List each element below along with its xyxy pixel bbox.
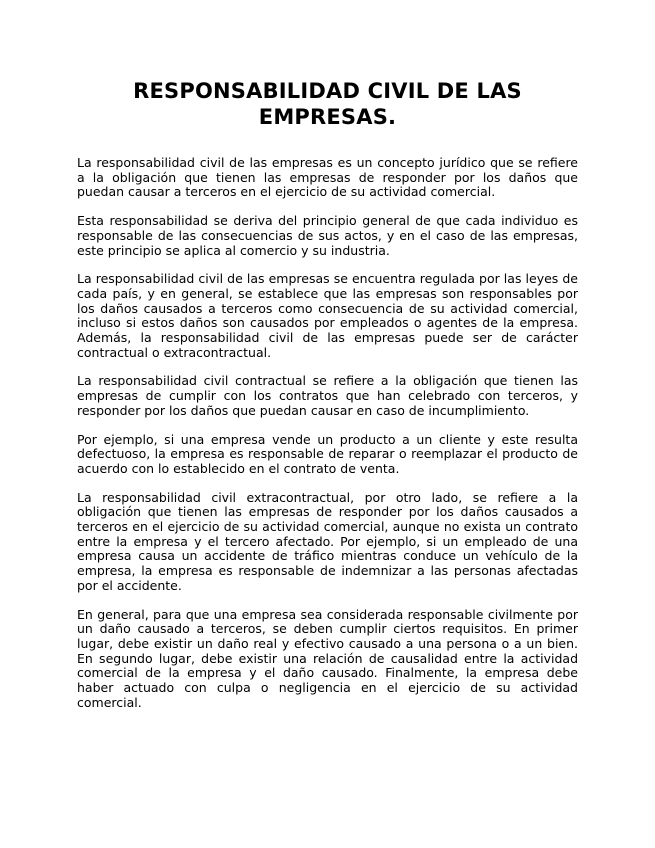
paragraph-principle: Esta responsabilidad se deriva del principio general de que cada individuo es responsable de las consecuencias de sus actos, y en el caso de las empresas, este principio se aplica al comercio y su industria. [77, 213, 578, 258]
paragraph-contractual: La responsabilidad civil contractual se refiere a la obligación que tienen las empresas de cumplir con los contratos que han celebrado con terceros, y responder por los daños que puedan causar en caso de incumplimiento. [77, 373, 578, 418]
paragraph-example-contractual: Por ejemplo, si una empresa vende un producto a un cliente y este resulta defectuoso, la empresa es responsable de reparar o reemplazar el producto de acuerdo con lo establecido en el contrato de venta. [77, 431, 578, 476]
paragraph-requirements: En general, para que una empresa sea considerada responsable civilmente por un daño causado a terceros, se deben cumplir ciertos requisitos. En primer lugar, debe existir un daño real y efectivo causado a una persona o a un bien. En segundo lugar, debe existir una relación de causalidad entre la actividad comercial de la empresa y el daño causado. Finalmente, la empresa debe haber actuado con culpa o negligencia en el ejercicio de su actividad comercial. [77, 606, 578, 710]
paragraph-extracontractual: La responsabilidad civil extracontractual, por otro lado, se refiere a la obligación que tienen las empresas de responder por los daños causados a terceros en el ejercicio de su actividad comercial, aunque no exista un contrato entre la empresa y el tercero afectado. Por ejemplo, si un empleado de una empresa causa un accidente de tráfico mientras conduce un vehículo de la empresa, la empresa es responsable de indemnizar a las personas afectadas por el accidente. [77, 489, 578, 593]
paragraph-regulation: La responsabilidad civil de las empresas se encuentra regulada por las leyes de cada país, y en general, se establece que las empresas son responsables por los daños causados a terceros como consecuencia de su actividad comercial, incluso si estos daños son causados por empleados o agentes de la empresa. Además, la responsabilidad civil de las empresas puede ser de carácter contractual o extracontractual. [77, 271, 578, 360]
paragraph-intro: La responsabilidad civil de las empresas es un concepto jurídico que se refiere a la obligación que tienen las empresas de responder por los daños que puedan causar a terceros en el ejercicio de su actividad comercial. [77, 155, 578, 200]
document-title: RESPONSABILIDAD CIVIL DE LAS EMPRESAS. [133, 79, 522, 129]
